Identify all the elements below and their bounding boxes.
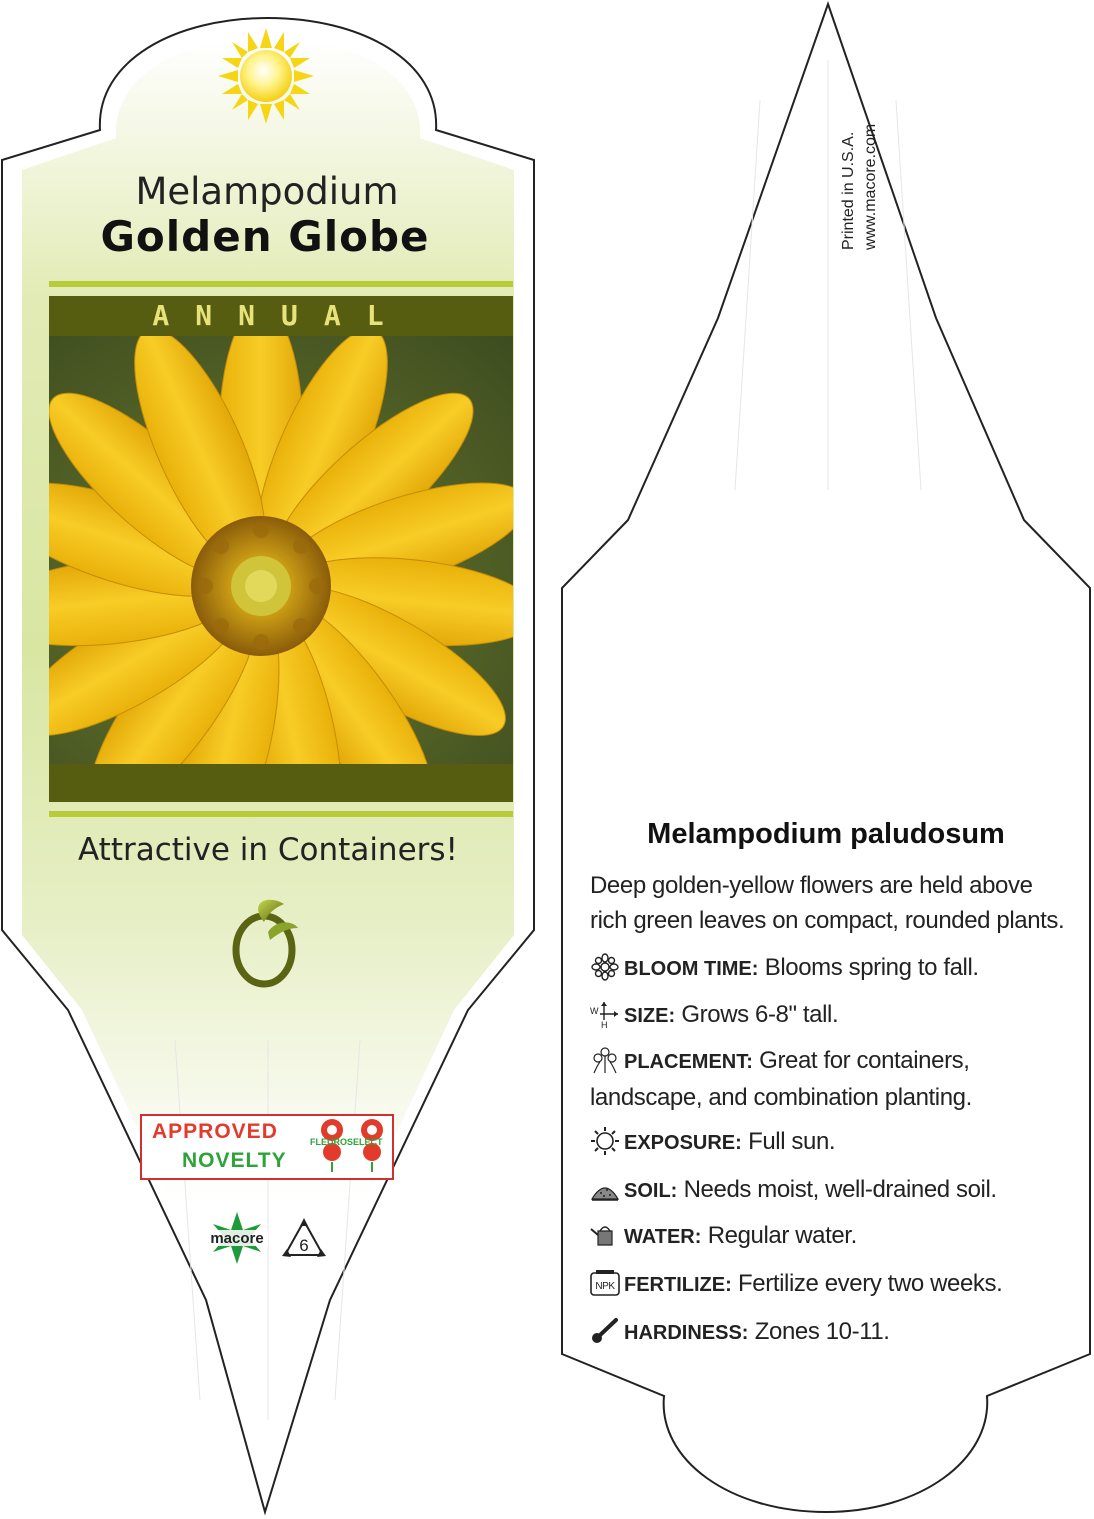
npk-text: NPK — [595, 1281, 615, 1292]
attr-label: WATER: — [624, 1226, 702, 1248]
recycle-code: 6 — [299, 1236, 309, 1255]
attr-value: Zones 10-11. — [754, 1318, 890, 1345]
plant-type-band: ANNUAL — [49, 296, 513, 336]
attr-value: Fertilize every two weeks. — [738, 1270, 1003, 1297]
sun-outline-icon — [590, 1127, 620, 1155]
attr-value: Blooms spring to fall. — [764, 954, 979, 981]
attr-label: SOIL: — [624, 1180, 678, 1202]
flower-icon — [590, 953, 620, 981]
website-url[interactable]: www.macore.com — [862, 123, 879, 250]
watering-can-icon — [590, 1221, 620, 1249]
printed-in-usa: Printed in U.S.A. — [840, 131, 857, 250]
attr-placement — [590, 1043, 1070, 1115]
attr-label: PLACEMENT: — [624, 1051, 753, 1073]
variety-name: Golden Globe — [100, 212, 430, 261]
attr-water — [590, 1218, 1070, 1255]
badge-org: FLEUROSELECT — [310, 1137, 383, 1147]
attr-label: EXPOSURE: — [624, 1132, 742, 1154]
genus-name: Melampodium — [135, 170, 399, 213]
size-w-letter: W — [590, 1006, 599, 1016]
attr-value: Full sun. — [748, 1128, 836, 1155]
attr-label: BLOOM TIME: — [624, 958, 759, 980]
badge-line2: NOVELTY — [182, 1149, 287, 1172]
badge-line1: APPROVED — [152, 1120, 278, 1143]
attr-soil — [590, 1172, 1070, 1209]
attr-hardiness — [590, 1314, 1070, 1351]
npk-icon — [590, 1269, 620, 1297]
attr-value: Regular water. — [707, 1222, 857, 1249]
attr-value: Great for containers, landscape, and combination planting. — [590, 1047, 972, 1111]
plant-description: Deep golden-yellow flowers are held above rich green leaves on compact, rounded plants. — [590, 872, 1065, 934]
attr-bloom-time — [590, 950, 1070, 987]
tagline: Attractive in Containers! — [78, 832, 458, 868]
attr-label: SIZE: — [624, 1005, 676, 1027]
attr-value: Needs moist, well-drained soil. — [683, 1176, 997, 1203]
placement-icon — [590, 1046, 620, 1074]
attr-exposure — [590, 1124, 1070, 1161]
scientific-name: Melampodium paludosum — [647, 818, 1005, 850]
attr-fertilize — [590, 1266, 1070, 1303]
attr-label: HARDINESS: — [624, 1322, 749, 1344]
printed-info — [838, 70, 882, 250]
attr-value: Grows 6-8" tall. — [681, 1001, 839, 1028]
soil-icon — [590, 1175, 620, 1203]
macore-brand-text: macore — [210, 1230, 264, 1247]
size-h-letter: H — [601, 1020, 608, 1028]
thermometer-icon — [590, 1317, 620, 1345]
attr-size — [590, 997, 1070, 1034]
size-icon — [590, 1000, 620, 1028]
attr-label: FERTILIZE: — [624, 1274, 732, 1296]
